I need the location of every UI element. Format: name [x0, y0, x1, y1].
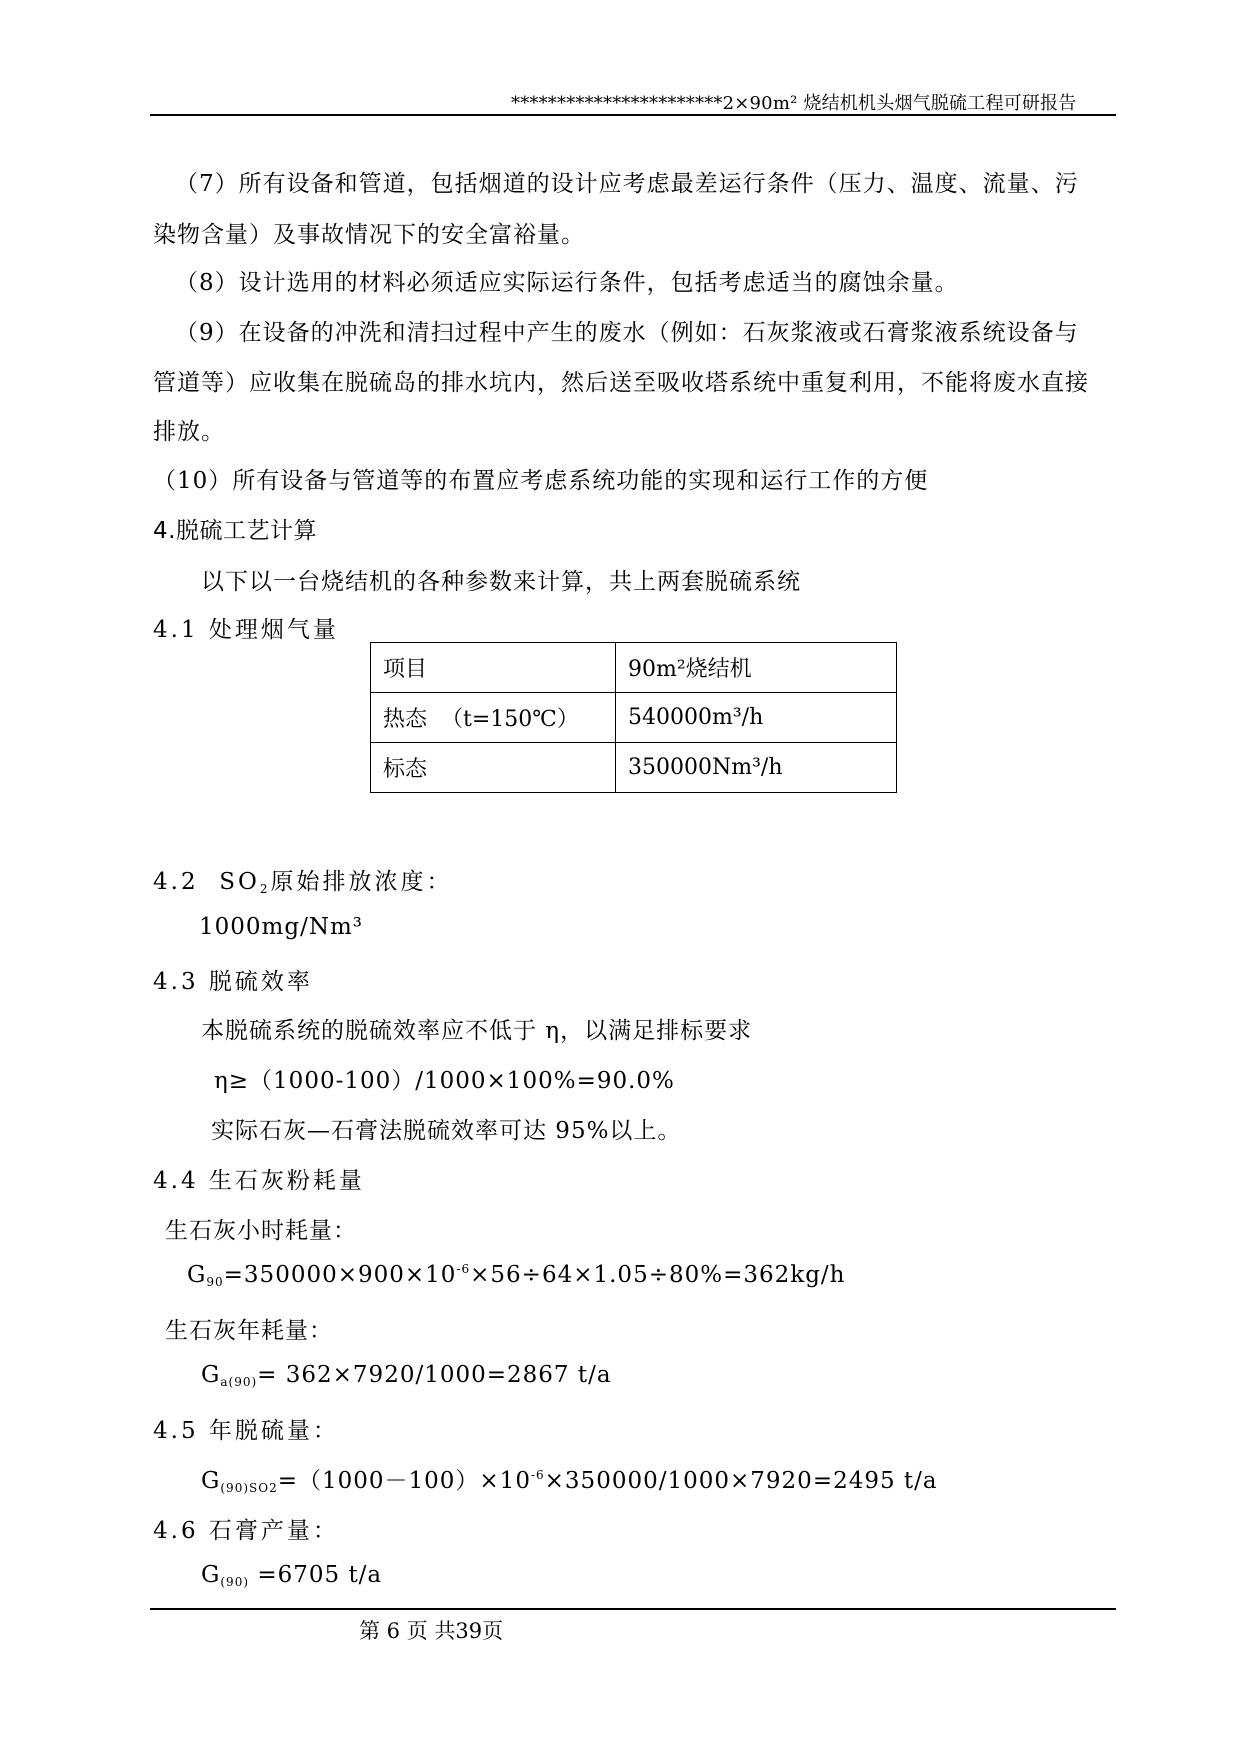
paragraph-7-line-1: （7）所有设备和管道，包括烟道的设计应考虑最差运行条件（压力、温度、流量、污 — [175, 171, 1079, 197]
table-cell: 标态 — [371, 743, 616, 793]
table-cell: 540000m³/h — [616, 693, 897, 743]
paragraph-9-line-2: 管道等）应收集在脱硫岛的排水坑内，然后送至吸收塔系统中重复利用，不能将废水直接 — [153, 370, 1089, 396]
formula-part: = 362×7920/1000=2867 t/a — [257, 1362, 612, 1388]
paragraph-7-line-2: 染物含量）及事故情况下的安全富裕量。 — [153, 222, 585, 248]
page-number: 第 6 页 共39页 — [359, 1619, 504, 1643]
formula-exponent: -6 — [456, 1262, 471, 1276]
formula-subscript: a(90) — [220, 1375, 258, 1389]
formula-symbol: G — [201, 1362, 221, 1388]
annual-consumption-label: 生石灰年耗量： — [165, 1318, 333, 1344]
efficiency-formula: η≥（1000-100）/1000×100%=90.0% — [214, 1068, 675, 1094]
efficiency-requirement: 本脱硫系统的脱硫效率应不低于 η，以满足排标要求 — [201, 1018, 753, 1044]
table-row — [371, 743, 897, 793]
section-4-2-prefix: 4.2 SO — [153, 869, 260, 895]
actual-efficiency: 实际石灰—石膏法脱硫效率可达 95%以上。 — [211, 1118, 682, 1144]
footer-rule — [150, 1608, 1116, 1610]
so2-concentration-value: 1000mg/Nm³ — [199, 914, 363, 940]
table-row — [371, 693, 897, 743]
formula-symbol: G — [201, 1562, 221, 1588]
formula-symbol: G — [187, 1262, 207, 1288]
paragraph-9-line-3: 排放。 — [153, 419, 225, 445]
formula-part: =350000×900×10 — [223, 1262, 457, 1288]
header-rule — [150, 114, 1116, 116]
formula-part: =6705 t/a — [249, 1562, 383, 1588]
paragraph-10: （10）所有设备与管道等的布置应考虑系统功能的实现和运行工作的方便 — [153, 468, 929, 494]
section-4-4-heading: 4.4 生石灰粉耗量 — [153, 1168, 365, 1194]
formula-subscript: 90 — [206, 1275, 224, 1289]
section-4-heading: 4.脱硫工艺计算 — [153, 518, 317, 544]
formula-subscript: (90)SO2 — [220, 1481, 278, 1495]
table-cell: 项目 — [371, 643, 616, 693]
formula-exponent: -6 — [530, 1468, 545, 1482]
formula-part: ×350000/1000×7920=2495 t/a — [544, 1468, 938, 1494]
annual-consumption-formula — [201, 1362, 612, 1389]
formula-subscript: (90) — [220, 1575, 250, 1589]
flue-gas-table — [370, 642, 897, 793]
table-cell: 90m²烧结机 — [616, 643, 897, 693]
so2-subscript: 2 — [259, 882, 271, 896]
table-header-row — [371, 643, 897, 693]
table-cell: 350000Nm³/h — [616, 743, 897, 793]
section-4-3-heading: 4.3 脱硫效率 — [153, 969, 313, 995]
hourly-consumption-formula — [187, 1262, 846, 1289]
paragraph-8: （8）设计选用的材料必须适应实际运行条件，包括考虑适当的腐蚀余量。 — [175, 270, 959, 296]
gypsum-output-formula — [201, 1562, 382, 1589]
section-4-2-heading — [153, 863, 452, 896]
formula-symbol: G — [201, 1468, 221, 1494]
annual-desulfurization-formula — [201, 1462, 938, 1495]
formula-part: =（1000－100）×10 — [277, 1468, 531, 1494]
table-cell: 热态 （t=150℃） — [371, 693, 616, 743]
section-4-2-suffix: 原始排放浓度： — [270, 869, 453, 895]
formula-part: ×56÷64×1.05÷80%=362kg/h — [470, 1262, 846, 1288]
hourly-consumption-label: 生石灰小时耗量： — [165, 1218, 357, 1244]
section-4-5-heading: 4.5 年脱硫量： — [153, 1418, 339, 1444]
section-4-6-heading: 4.6 石膏产量： — [153, 1518, 339, 1544]
section-4-1-heading: 4.1 处理烟气量 — [153, 617, 339, 643]
paragraph-9-line-1: （9）在设备的冲洗和清扫过程中产生的废水（例如：石灰浆液或石膏浆液系统设备与 — [175, 320, 1079, 346]
page-header-title: ***********************2×90m² 烧结机机头烟气脱硫工程可研报告 — [511, 93, 1077, 114]
section-4-intro: 以下以一台烧结机的各种参数来计算，共上两套脱硫系统 — [201, 569, 801, 595]
